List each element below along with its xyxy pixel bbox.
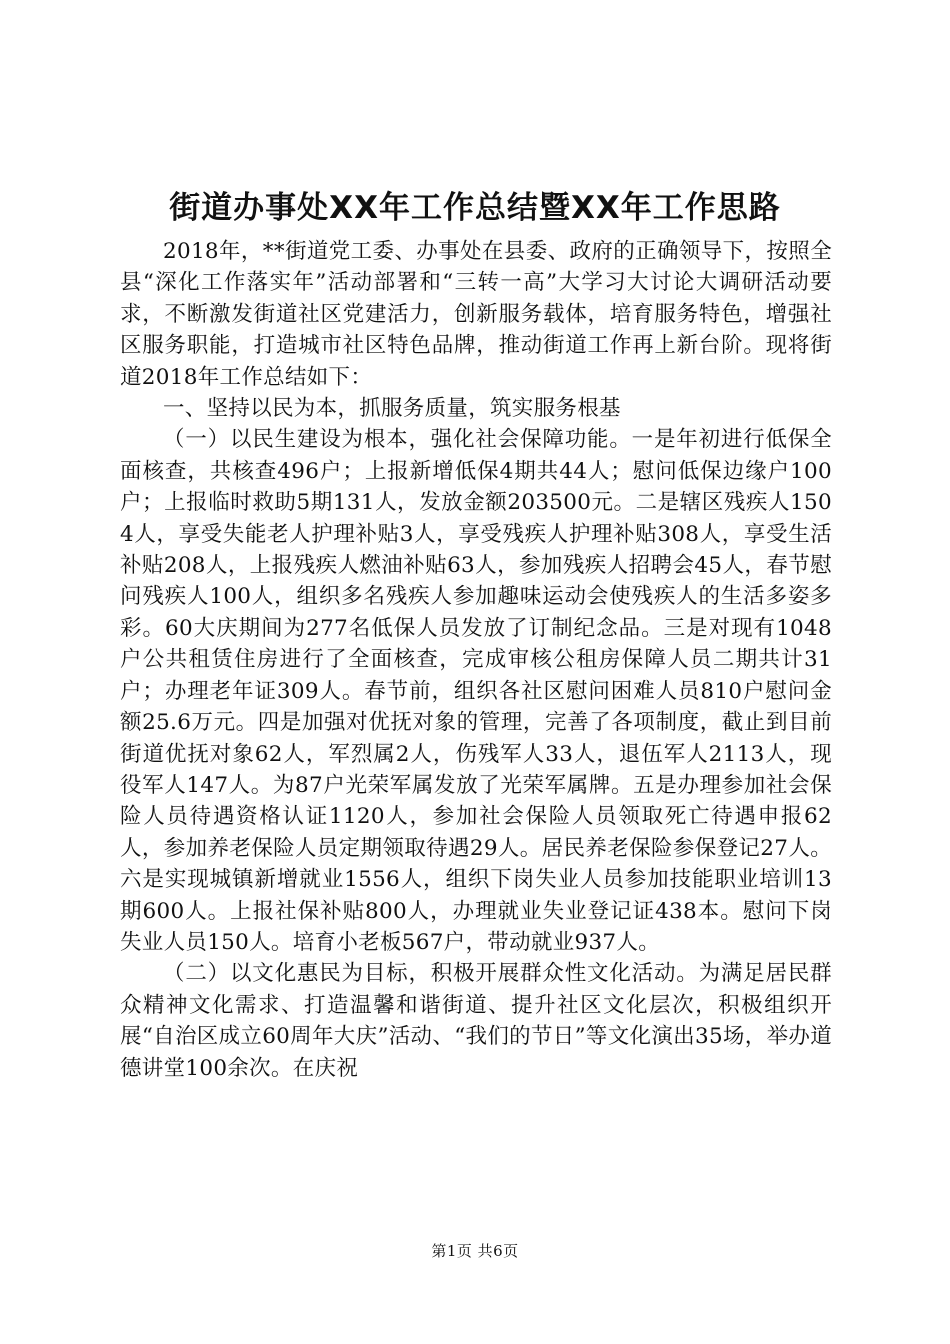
document-body [120, 236, 832, 1181]
subsection-paragraph-2: （二）以文化惠民为目标，积极开展群众性文化活动。为满足居民群众精神文化需求、打造温馨和谐街道、提升社区文化层次，积极组织开展“自治区成立60周年大庆”活动、“我们的节日”等文化演出35场，举办道德讲堂100余次。在庆祝 [120, 961, 832, 1081]
section-heading-1: 一、坚持以民为本，抓服务质量，筑实服务根基 [163, 396, 621, 422]
page-footer: 第1页 共6页 [431, 1242, 519, 1260]
document-title: 街道办事处XX年工作总结暨XX年工作思路 [169, 190, 781, 226]
subsection-paragraph-1: （一）以民生建设为根本，强化社会保障功能。一是年初进行低保全面核查，共核查496户；上报新增低保4期共44人；慰问低保边缘户100户；上报临时救助5期131人，发放金额203500元。二是辖区残疾人1504人，享受失能老人护理补贴3人，享受残疾人护理补贴308人，享受生活补贴208人，上报残疾人燃油补贴63人，参加残疾人招聘会45人，春节慰问残疾人100人，组织多名残疾人参加趣味运动会使残疾人的生活多姿多彩。60大庆期间为277名低保人员发放了订制纪念品。三是对现有1048户公共租赁住房进行了全面核查，完成审核公租房保障人员二期共计31户；办理老年证309人。春节前，组织各社区慰问困难人员810户慰问金额25.6万元。四是加强对优抚对象的管理，完善了各项制度，截止到目前街道优抚对象62人，军烈属2人，伤残军人33人，退伍军人2113人，现役军人147人。为87户光荣军属发放了光荣军属牌。五是办理参加社会保险人员待遇资格认证1120人，参加社会保险人员领取死亡待遇申报62人，参加养老保险人员定期领取待遇29人。居民养老保险参保登记27人。六是实现城镇新增就业1556人，组织下岗失业人员参加技能职业培训13期600人。上报社保补贴800人，办理就业失业登记证438本。慰问下岗失业人员150人。培育小老板567户，带动就业937人。 [120, 427, 832, 955]
intro-paragraph: 2018年，**街道党工委、办事处在县委、政府的正确领导下，按照全县“深化工作落实年”活动部署和“三转一高”大学习大讨论大调研活动要求，不断激发街道社区党建活力，创新服务载体，培育服务特色，增强社区服务职能，打造城市社区特色品牌，推动街道工作再上新台阶。现将街道2018年工作总结如下： [120, 239, 832, 390]
